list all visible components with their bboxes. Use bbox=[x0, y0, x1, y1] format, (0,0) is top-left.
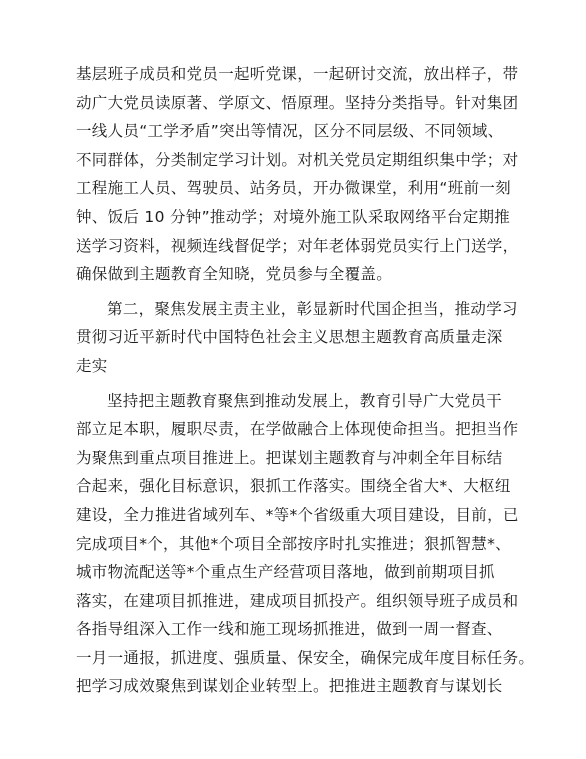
paragraph-3 bbox=[76, 387, 535, 702]
text-line: 落实，在建项目抓推进，建成项目抓投产。组织领导班子成员和 bbox=[76, 591, 519, 610]
paragraph-2-heading bbox=[76, 295, 518, 381]
paragraph-1 bbox=[76, 60, 519, 289]
text-line: 基层班子成员和党员一起听党课，一起研讨交流，放出样子，带 bbox=[76, 65, 519, 83]
text-line: 建设，全力推进省域列车、*等*个省级重大项目建设，目前，已 bbox=[76, 505, 519, 524]
text-line: 部立足本职，履职尽责，在学做融合上体现使命担当。把担当作 bbox=[76, 420, 519, 439]
text-line: 完成项目*个，其他*个项目全部按序时扎实推进；狠抓智慧*、 bbox=[76, 534, 511, 553]
text-line: 坚持把主题教育聚焦到推动发展上，教育引导广大党员干 bbox=[107, 391, 503, 410]
text-line: 把学习成效聚焦到谋划企业转型上。把推进主题教育与谋划长 bbox=[76, 677, 503, 696]
text-line: 钟、饭后 10 分钟”推动学；对境外施工队采取网络平台定期推 bbox=[76, 207, 511, 226]
text-line: 不同群体，分类制定学习计划。对机关党员定期组织集中学；对 bbox=[76, 150, 519, 169]
text-line: 为聚焦到重点项目推进上。把谋划主题教育与冲刺全年目标结 bbox=[76, 448, 503, 467]
text-line: 合起来，强化目标意识，狠抓工作落实。围绕全省大*、大枢纽 bbox=[76, 477, 511, 496]
heading-line: 第二，聚焦发展主责主业，彰显新时代国企担当，推动学习 bbox=[107, 299, 518, 318]
text-line: 一月一通报，抓进度、强质量、保安全，确保完成年度目标任务。 bbox=[76, 648, 535, 667]
text-line: 送学习资料，视频连线督促学；对年老体弱党员实行上门送学， bbox=[76, 236, 519, 255]
heading-line: 贯彻习近平新时代中国特色社会主义思想主题教育高质量走深 bbox=[76, 328, 503, 347]
text-line: 城市物流配送等*个重点生产经营项目落地，做到前期项目抓 bbox=[76, 563, 495, 582]
text-line: 确保做到主题教育全知晓，党员参与全覆盖。 bbox=[76, 265, 393, 284]
text-line: 各指导组深入工作一线和施工现场抓推进，做到一周一督查、 bbox=[76, 620, 503, 639]
text-line: 一线人员“工学矛盾”突出等情况，区分不同层级、不同领域、 bbox=[76, 122, 504, 141]
text-line: 工程施工人员、驾驶员、站务员，开办微课堂，利用“班前一刻 bbox=[76, 179, 511, 198]
heading-line: 走实 bbox=[76, 356, 108, 375]
text-line: 动广大党员读原著、学原文、悟原理。坚持分类指导。针对集团 bbox=[76, 93, 519, 112]
document-body bbox=[76, 60, 535, 701]
